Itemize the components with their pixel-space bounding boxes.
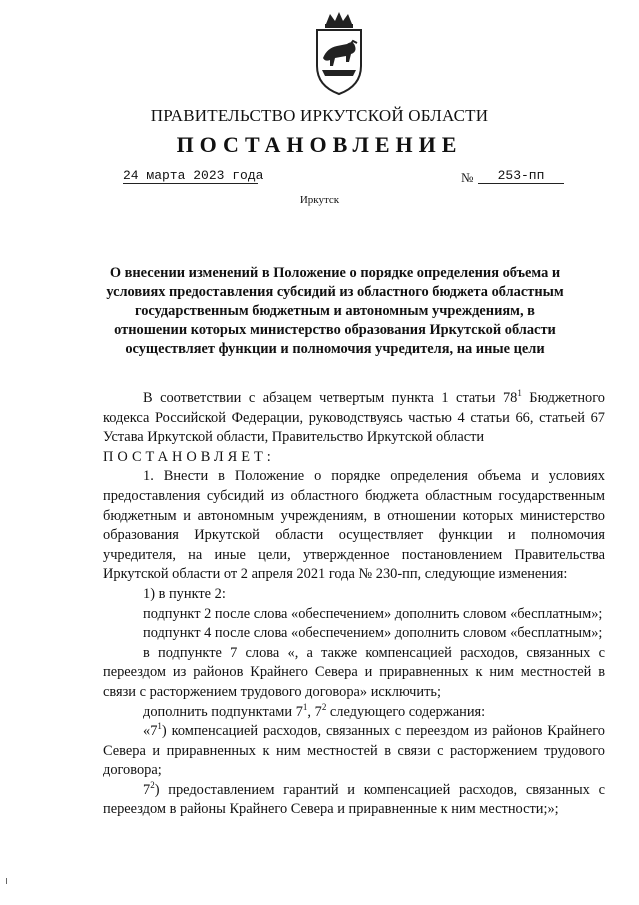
irkutsk-coat-of-arms-icon bbox=[313, 10, 365, 96]
subitem-1-b: подпункт 4 после слова «обеспечением» дополнить словом «бесплатным»; bbox=[143, 625, 603, 642]
superscript: 1 bbox=[302, 701, 308, 712]
title-line: О внесении изменений в Положение о порядке определения объема и bbox=[109, 265, 561, 281]
date-field bbox=[123, 166, 264, 184]
document-date: 24 марта 2023 года bbox=[123, 168, 264, 183]
subitem-text: ) компенсацией расходов, связанных с переездом из районов Крайнего Севера и приравненных к ним местностей в связи с расторжением трудового договора; bbox=[103, 723, 605, 779]
subitem-text: ) предоставлением гарантий и компенсацией расходов, связанных с переездом в районы Крайнего Севера и приравненные к ним местности;»; bbox=[103, 781, 605, 818]
superscript: 1 bbox=[157, 721, 162, 732]
preamble-text: В соответствии с абзацем четвертым пункта 1 статьи 78 bbox=[143, 390, 518, 406]
document-type: ПОСТАНОВЛЕНИЕ bbox=[176, 132, 463, 157]
add-text: дополнить подпунктами 7 bbox=[143, 703, 303, 720]
title-line: осуществляет функции и полномочия учредителя, на иные цели bbox=[125, 341, 545, 357]
subitem-7-1 bbox=[103, 722, 605, 781]
subitem-1: 1) в пункте 2: bbox=[143, 585, 226, 602]
subitem-text: 7 bbox=[143, 781, 151, 798]
add-subitems-paragraph bbox=[103, 703, 605, 723]
title-line: условиях предоставления субсидий из областного бюджета областным bbox=[106, 284, 564, 300]
title-line: государственным бюджетным и автономным учреждениям, в bbox=[135, 303, 535, 319]
title-line: отношении которых министерство образования Иркутской области bbox=[114, 322, 556, 338]
superscript: 2 bbox=[321, 701, 327, 712]
number-sign: № bbox=[461, 170, 474, 185]
scan-margin-mark bbox=[6, 878, 7, 884]
city-name: Иркутск bbox=[299, 194, 340, 206]
government-name: ПРАВИТЕЛЬСТВО ИРКУТСКОЙ ОБЛАСТИ bbox=[150, 106, 489, 125]
document-number: 253-пп bbox=[497, 168, 545, 183]
add-text: следующего содержания: bbox=[326, 703, 486, 720]
resolves-keyword: ПОСТАНОВЛЯЕТ: bbox=[103, 448, 275, 465]
subitem-1-a: подпункт 2 после слова «обеспечением» дополнить словом «бесплатным»; bbox=[143, 605, 603, 622]
superscript: 2 bbox=[150, 779, 155, 790]
subitem-text: «7 bbox=[143, 723, 158, 740]
superscript: 1 bbox=[517, 388, 522, 398]
subitem-7-2 bbox=[103, 781, 605, 820]
number-field bbox=[478, 166, 564, 184]
add-text: , 7 bbox=[307, 703, 322, 720]
preamble-text: Бюджетного кодекса Российской Федерации, руководствуясь частью 4 статьи 66, статьей 67 Устава Иркутской области, Правительство Иркутской области bbox=[103, 390, 605, 446]
item-1-paragraph: 1. Внести в Положение о порядке определения объема и условиях предоставления субсидий из областного бюджета областным государственным бюджетным и автономным учреждениям, в отношении которых министерство образования Иркутской области осуществляет функции и полномочия учредителя, на иные цели, утвержденное постановлением Правительства Иркутской области от 2 апреля 2021 года № 230-пп, следующие изменения: bbox=[103, 468, 605, 583]
preamble-paragraph bbox=[103, 389, 605, 448]
subitem-1-c: в подпункте 7 слова «, а также компенсацией расходов, связанных с переездом из районов Крайнего Севера и приравненных к ним местностей в связи с расторжением трудового договора» исключить; bbox=[103, 644, 605, 700]
document-body bbox=[103, 389, 605, 820]
document-title bbox=[100, 264, 570, 359]
